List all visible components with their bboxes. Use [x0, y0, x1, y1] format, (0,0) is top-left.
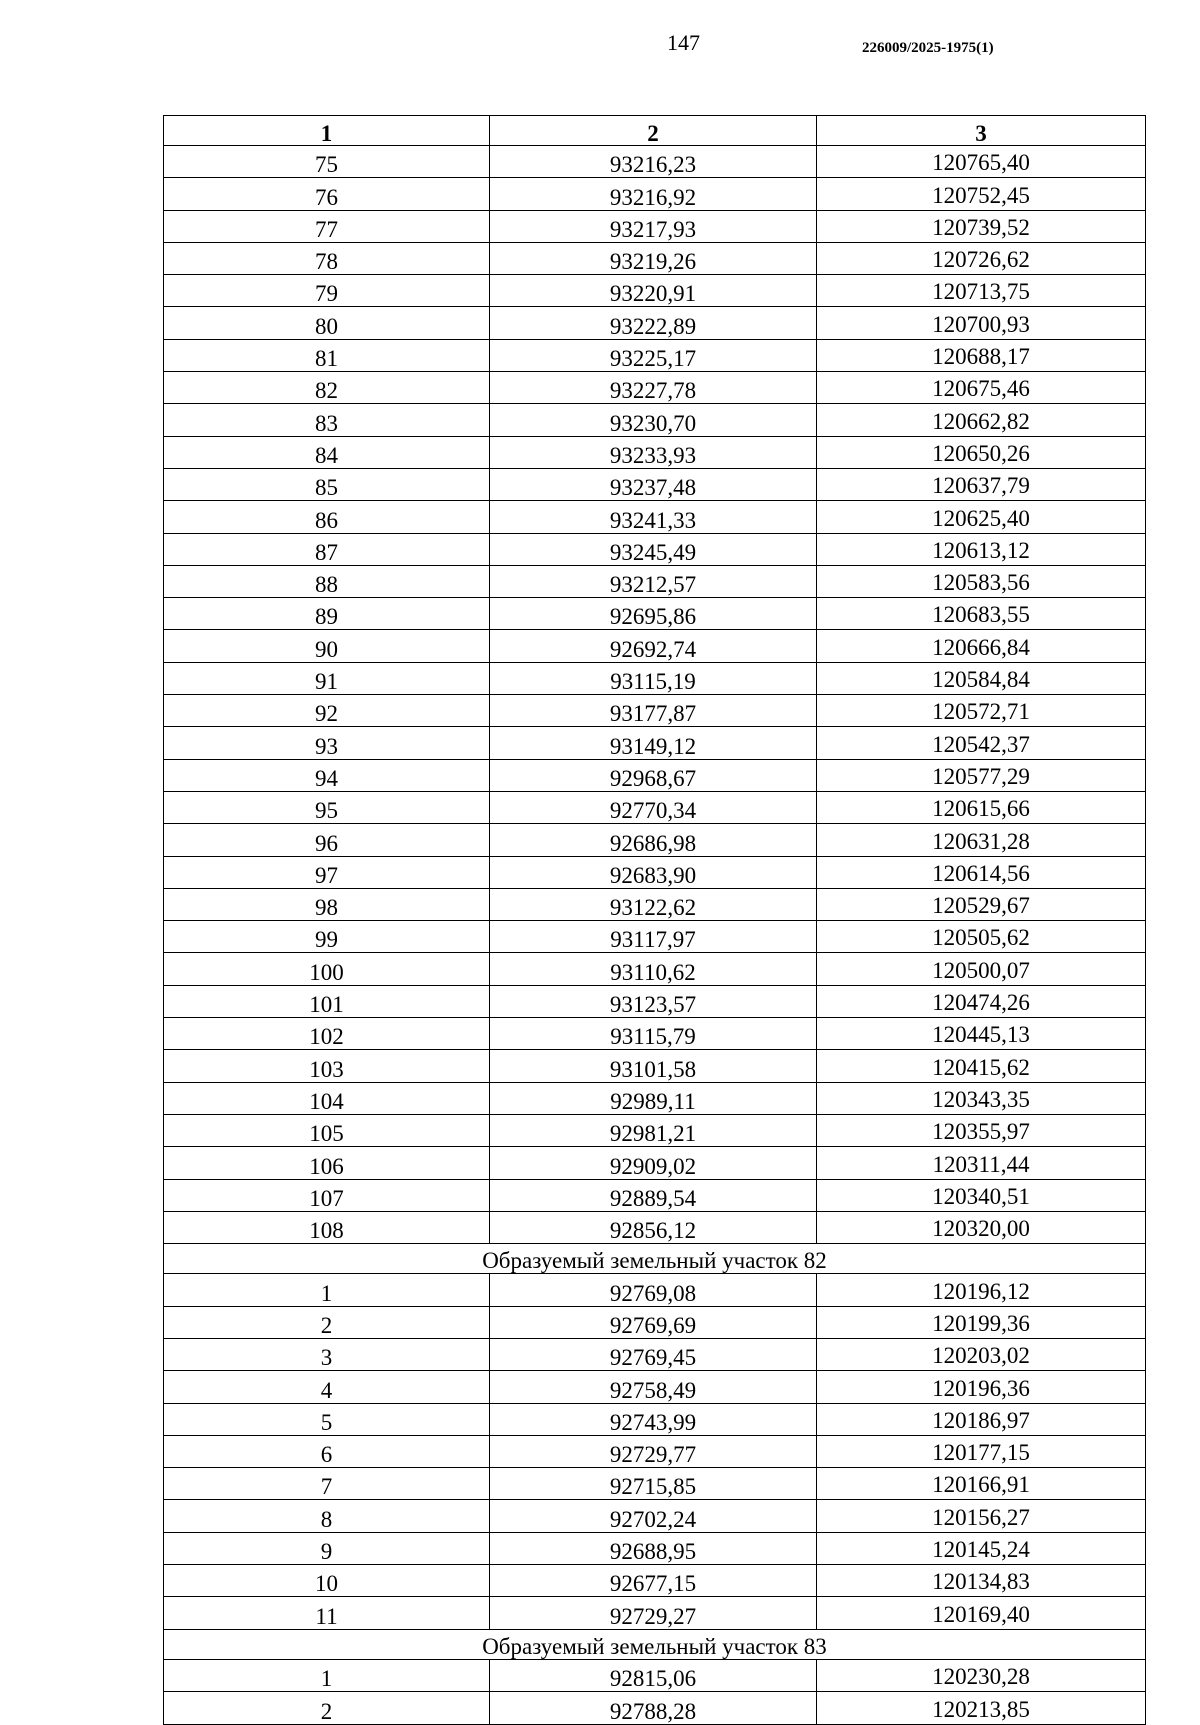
y-coordinate-cell: 120156,27 — [817, 1500, 1146, 1532]
table-row — [164, 372, 1146, 404]
x-coordinate-cell: 92715,85 — [490, 1468, 817, 1500]
y-coordinate-cell: 120196,36 — [817, 1371, 1146, 1403]
table-row — [164, 824, 1146, 856]
table-body — [164, 146, 1146, 1725]
y-coordinate-cell: 120675,46 — [817, 372, 1146, 404]
table-row — [164, 598, 1146, 630]
point-number-cell: 4 — [164, 1371, 490, 1403]
y-coordinate-cell: 120683,55 — [817, 598, 1146, 630]
y-coordinate-cell: 120666,84 — [817, 630, 1146, 662]
x-coordinate-cell: 92788,28 — [490, 1692, 817, 1724]
table-row — [164, 1147, 1146, 1179]
table-header — [164, 116, 1146, 146]
y-coordinate-cell: 120415,62 — [817, 1050, 1146, 1082]
y-coordinate-cell: 120186,97 — [817, 1403, 1146, 1435]
x-coordinate-cell: 93216,23 — [490, 146, 817, 178]
section-title: Образуемый земельный участок 83 — [164, 1629, 1146, 1659]
point-number-cell: 100 — [164, 953, 490, 985]
point-number-cell: 90 — [164, 630, 490, 662]
x-coordinate-cell: 92743,99 — [490, 1403, 817, 1435]
x-coordinate-cell: 92686,98 — [490, 824, 817, 856]
table-row — [164, 242, 1146, 274]
table-row — [164, 404, 1146, 436]
table-row — [164, 759, 1146, 791]
x-coordinate-cell: 93101,58 — [490, 1050, 817, 1082]
y-coordinate-cell: 120572,71 — [817, 695, 1146, 727]
section-row — [164, 1244, 1146, 1274]
column-header-3: 3 — [817, 116, 1146, 146]
table-row — [164, 501, 1146, 533]
y-coordinate-cell: 120196,12 — [817, 1274, 1146, 1306]
x-coordinate-cell: 92989,11 — [490, 1082, 817, 1114]
point-number-cell: 8 — [164, 1500, 490, 1532]
point-number-cell: 98 — [164, 888, 490, 920]
x-coordinate-cell: 93230,70 — [490, 404, 817, 436]
point-number-cell: 97 — [164, 856, 490, 888]
y-coordinate-cell: 120500,07 — [817, 953, 1146, 985]
point-number-cell: 102 — [164, 1018, 490, 1050]
x-coordinate-cell: 92769,69 — [490, 1306, 817, 1338]
table-row — [164, 985, 1146, 1017]
y-coordinate-cell: 120577,29 — [817, 759, 1146, 791]
table-row — [164, 1018, 1146, 1050]
point-number-cell: 82 — [164, 372, 490, 404]
y-coordinate-cell: 120230,28 — [817, 1659, 1146, 1691]
x-coordinate-cell: 93245,49 — [490, 533, 817, 565]
x-coordinate-cell: 92702,24 — [490, 1500, 817, 1532]
point-number-cell: 77 — [164, 210, 490, 242]
y-coordinate-cell: 120134,83 — [817, 1565, 1146, 1597]
table-row — [164, 1050, 1146, 1082]
x-coordinate-cell: 92688,95 — [490, 1532, 817, 1564]
x-coordinate-cell: 92758,49 — [490, 1371, 817, 1403]
y-coordinate-cell: 120688,17 — [817, 339, 1146, 371]
y-coordinate-cell: 120615,66 — [817, 791, 1146, 823]
x-coordinate-cell: 92683,90 — [490, 856, 817, 888]
point-number-cell: 9 — [164, 1532, 490, 1564]
table-row — [164, 1306, 1146, 1338]
y-coordinate-cell: 120583,56 — [817, 565, 1146, 597]
x-coordinate-cell: 92695,86 — [490, 598, 817, 630]
x-coordinate-cell: 92889,54 — [490, 1179, 817, 1211]
point-number-cell: 3 — [164, 1338, 490, 1370]
y-coordinate-cell: 120166,91 — [817, 1468, 1146, 1500]
y-coordinate-cell: 120145,24 — [817, 1532, 1146, 1564]
table-row — [164, 662, 1146, 694]
x-coordinate-cell: 92769,08 — [490, 1274, 817, 1306]
table-row — [164, 791, 1146, 823]
point-number-cell: 85 — [164, 468, 490, 500]
table-row — [164, 1532, 1146, 1564]
table-row — [164, 436, 1146, 468]
table-row — [164, 533, 1146, 565]
x-coordinate-cell: 93177,87 — [490, 695, 817, 727]
table-row — [164, 630, 1146, 662]
table-row — [164, 146, 1146, 178]
y-coordinate-cell: 120700,93 — [817, 307, 1146, 339]
point-number-cell: 1 — [164, 1659, 490, 1691]
y-coordinate-cell: 120614,56 — [817, 856, 1146, 888]
x-coordinate-cell: 92981,21 — [490, 1114, 817, 1146]
table-row — [164, 1082, 1146, 1114]
point-number-cell: 96 — [164, 824, 490, 856]
section-row — [164, 1629, 1146, 1659]
point-number-cell: 94 — [164, 759, 490, 791]
y-coordinate-cell: 120355,97 — [817, 1114, 1146, 1146]
y-coordinate-cell: 120765,40 — [817, 146, 1146, 178]
point-number-cell: 106 — [164, 1147, 490, 1179]
x-coordinate-cell: 93122,62 — [490, 888, 817, 920]
point-number-cell: 104 — [164, 1082, 490, 1114]
table-row — [164, 1274, 1146, 1306]
x-coordinate-cell: 92770,34 — [490, 791, 817, 823]
table-row — [164, 888, 1146, 920]
point-number-cell: 5 — [164, 1403, 490, 1435]
point-number-cell: 95 — [164, 791, 490, 823]
x-coordinate-cell: 93237,48 — [490, 468, 817, 500]
x-coordinate-cell: 93227,78 — [490, 372, 817, 404]
point-number-cell: 6 — [164, 1435, 490, 1467]
point-number-cell: 2 — [164, 1692, 490, 1724]
y-coordinate-cell: 120637,79 — [817, 468, 1146, 500]
point-number-cell: 86 — [164, 501, 490, 533]
y-coordinate-cell: 120529,67 — [817, 888, 1146, 920]
coordinates-table — [163, 115, 1146, 1725]
header-row — [164, 116, 1146, 146]
y-coordinate-cell: 120650,26 — [817, 436, 1146, 468]
y-coordinate-cell: 120542,37 — [817, 727, 1146, 759]
table-row — [164, 275, 1146, 307]
x-coordinate-cell: 93212,57 — [490, 565, 817, 597]
table-row — [164, 1179, 1146, 1211]
x-coordinate-cell: 93233,93 — [490, 436, 817, 468]
x-coordinate-cell: 92677,15 — [490, 1565, 817, 1597]
table-row — [164, 1371, 1146, 1403]
column-header-1: 1 — [164, 116, 490, 146]
table-row — [164, 695, 1146, 727]
point-number-cell: 75 — [164, 146, 490, 178]
x-coordinate-cell: 92815,06 — [490, 1659, 817, 1691]
point-number-cell: 83 — [164, 404, 490, 436]
point-number-cell: 1 — [164, 1274, 490, 1306]
table-row — [164, 1403, 1146, 1435]
point-number-cell: 101 — [164, 985, 490, 1017]
y-coordinate-cell: 120625,40 — [817, 501, 1146, 533]
table-row — [164, 1692, 1146, 1724]
x-coordinate-cell: 93115,79 — [490, 1018, 817, 1050]
point-number-cell: 89 — [164, 598, 490, 630]
x-coordinate-cell: 93115,19 — [490, 662, 817, 694]
x-coordinate-cell: 92856,12 — [490, 1211, 817, 1243]
point-number-cell: 103 — [164, 1050, 490, 1082]
point-number-cell: 88 — [164, 565, 490, 597]
point-number-cell: 99 — [164, 921, 490, 953]
table-row — [164, 339, 1146, 371]
table-row — [164, 1500, 1146, 1532]
y-coordinate-cell: 120739,52 — [817, 210, 1146, 242]
point-number-cell: 11 — [164, 1597, 490, 1629]
y-coordinate-cell: 120713,75 — [817, 275, 1146, 307]
x-coordinate-cell: 93110,62 — [490, 953, 817, 985]
y-coordinate-cell: 120169,40 — [817, 1597, 1146, 1629]
table-row — [164, 307, 1146, 339]
x-coordinate-cell: 93149,12 — [490, 727, 817, 759]
x-coordinate-cell: 93217,93 — [490, 210, 817, 242]
y-coordinate-cell: 120584,84 — [817, 662, 1146, 694]
table-row — [164, 856, 1146, 888]
point-number-cell: 105 — [164, 1114, 490, 1146]
table-row — [164, 1338, 1146, 1370]
point-number-cell: 92 — [164, 695, 490, 727]
y-coordinate-cell: 120340,51 — [817, 1179, 1146, 1211]
y-coordinate-cell: 120662,82 — [817, 404, 1146, 436]
point-number-cell: 81 — [164, 339, 490, 371]
table-row — [164, 1468, 1146, 1500]
y-coordinate-cell: 120613,12 — [817, 533, 1146, 565]
y-coordinate-cell: 120445,13 — [817, 1018, 1146, 1050]
coordinates-table-container — [163, 115, 1145, 1725]
table-row — [164, 468, 1146, 500]
y-coordinate-cell: 120320,00 — [817, 1211, 1146, 1243]
table-row — [164, 1114, 1146, 1146]
table-row — [164, 178, 1146, 210]
point-number-cell: 79 — [164, 275, 490, 307]
point-number-cell: 84 — [164, 436, 490, 468]
point-number-cell: 91 — [164, 662, 490, 694]
y-coordinate-cell: 120177,15 — [817, 1435, 1146, 1467]
table-row — [164, 1211, 1146, 1243]
table-row — [164, 921, 1146, 953]
y-coordinate-cell: 120199,36 — [817, 1306, 1146, 1338]
point-number-cell: 2 — [164, 1306, 490, 1338]
document-code: 226009/2025-1975(1) — [862, 40, 994, 56]
x-coordinate-cell: 93225,17 — [490, 339, 817, 371]
y-coordinate-cell: 120203,02 — [817, 1338, 1146, 1370]
x-coordinate-cell: 93123,57 — [490, 985, 817, 1017]
table-row — [164, 565, 1146, 597]
x-coordinate-cell: 93117,97 — [490, 921, 817, 953]
page-number: 147 — [667, 30, 700, 55]
point-number-cell: 87 — [164, 533, 490, 565]
y-coordinate-cell: 120213,85 — [817, 1692, 1146, 1724]
x-coordinate-cell: 93220,91 — [490, 275, 817, 307]
table-row — [164, 1435, 1146, 1467]
table-row — [164, 210, 1146, 242]
x-coordinate-cell: 92729,77 — [490, 1435, 817, 1467]
point-number-cell: 108 — [164, 1211, 490, 1243]
section-title: Образуемый земельный участок 82 — [164, 1244, 1146, 1274]
point-number-cell: 93 — [164, 727, 490, 759]
column-header-2: 2 — [490, 116, 817, 146]
x-coordinate-cell: 92729,27 — [490, 1597, 817, 1629]
y-coordinate-cell: 120343,35 — [817, 1082, 1146, 1114]
point-number-cell: 76 — [164, 178, 490, 210]
y-coordinate-cell: 120726,62 — [817, 242, 1146, 274]
table-row — [164, 727, 1146, 759]
table-row — [164, 953, 1146, 985]
point-number-cell: 80 — [164, 307, 490, 339]
y-coordinate-cell: 120505,62 — [817, 921, 1146, 953]
x-coordinate-cell: 92769,45 — [490, 1338, 817, 1370]
table-row — [164, 1659, 1146, 1691]
point-number-cell: 78 — [164, 242, 490, 274]
x-coordinate-cell: 93222,89 — [490, 307, 817, 339]
point-number-cell: 7 — [164, 1468, 490, 1500]
table-row — [164, 1597, 1146, 1629]
x-coordinate-cell: 93216,92 — [490, 178, 817, 210]
x-coordinate-cell: 93219,26 — [490, 242, 817, 274]
x-coordinate-cell: 92968,67 — [490, 759, 817, 791]
y-coordinate-cell: 120474,26 — [817, 985, 1146, 1017]
table-row — [164, 1565, 1146, 1597]
x-coordinate-cell: 92692,74 — [490, 630, 817, 662]
point-number-cell: 10 — [164, 1565, 490, 1597]
y-coordinate-cell: 120752,45 — [817, 178, 1146, 210]
x-coordinate-cell: 92909,02 — [490, 1147, 817, 1179]
y-coordinate-cell: 120631,28 — [817, 824, 1146, 856]
x-coordinate-cell: 93241,33 — [490, 501, 817, 533]
y-coordinate-cell: 120311,44 — [817, 1147, 1146, 1179]
point-number-cell: 107 — [164, 1179, 490, 1211]
